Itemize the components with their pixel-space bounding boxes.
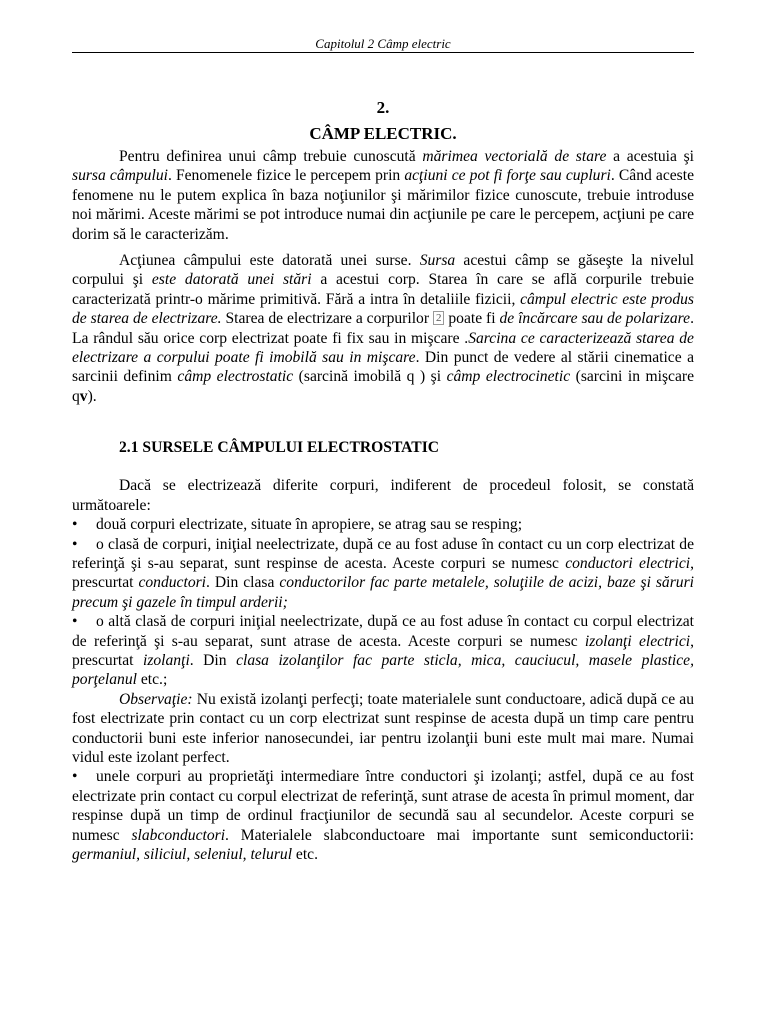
bullet-icon: • bbox=[72, 535, 78, 553]
chapter-number: 2. bbox=[376, 98, 390, 117]
paragraph-intro: Pentru definirea unui câmp trebuie cunoscută mărimea vectorială de stare a acestuia şi sursa câmpului. Fenomenele fizice le percepem prin acţiuni ce pot fi forţe sau cupluri. Când aceste fenomene nu le putem explica în baza noţiunilor şi mărimilor fizice cunoscute, trebuie introduse noi mărimi. Aceste mărimi se pot introduce numai din acţiunile pe care le percepem, acţiuni pe care dorim să le caracterizăm. bbox=[72, 148, 695, 243]
list-item: • unele corpuri au proprietăţi intermediare între conductori şi izolanţi; astfel, după ce au fost electrizate prin contact cu corpul electrizat de referinţă, sunt atrase de acesta în primul moment, dar respinse după un timp de ordinul fracţiunilor de secundă sau al secundelor. Aceste corpuri se numesc slabconductori. Materialele slabconductoare mai importante sunt semiconductorii: germaniul, siliciul, seleniul, telurul etc. bbox=[72, 768, 694, 863]
running-header: Capitolul 2 Câmp electric bbox=[315, 36, 451, 51]
section-heading: 2.1 SURSELE CÂMPULUI ELECTROSTATIC bbox=[119, 439, 440, 457]
chapter-title: CÂMP ELECTRIC. bbox=[309, 124, 457, 143]
bullet-icon: • bbox=[72, 613, 78, 631]
paragraph-section-intro: Dacă se electrizează diferite corpuri, indiferent de procedeul folosit, se constată următoarele: bbox=[72, 477, 694, 514]
bullet-icon: • bbox=[72, 768, 78, 786]
bullet-icon: • bbox=[72, 516, 78, 534]
list-item: • două corpuri electrizate, situate în apropiere, se atrag sau se resping; bbox=[72, 516, 523, 534]
list-item: • o clasă de corpuri, iniţial neelectrizate, după ce au fost aduse în contact cu un corp electrizat de referinţă şi s-au separat, sunt respinse de acesta. Aceste corpuri se numesc conductori electrici, prescurtat conductori. Din clasa conductorilor fac parte metalele, soluţiile de acizi, baze şi săruri precum şi gazele în timpul arderii; bbox=[72, 535, 694, 611]
reference-link[interactable]: 2 bbox=[433, 311, 445, 325]
paragraph-source: Acţiunea câmpului este datorată unei surse. Sursa acestui câmp se găseşte la nivelul corpului şi este datorată unei stări a acestui corp. Starea în care se află corpurile trebuie caracterizată printr-o mărime primitivă. Fără a intra în detaliile fizicii, câmpul electric este produs de starea de electrizare. Starea de electrizare a corpurilor 2 poate fi de încărcare sau de polarizare. La rândul său orice corp electrizat poate fi fix sau in mişcare .Sarcina ce caracterizează starea de electrizare a corpului poate fi imobilă sau in mişcare. Din punct de vedere al stării cinematice a sarcinii definim câmp electrostatic (sarcină imobilă q ) şi câmp electrocinetic (sarcini in mişcare qv). bbox=[72, 252, 694, 405]
page-content bbox=[72, 97, 694, 864]
observation-paragraph: Observaţie: Nu există izolanţi perfecţi; toate materialele sunt conductoare, adică după ce au fost electrizate prin contact cu un corp electrizat sunt respinse de acesta după un timp care pentru conductorii buni este inferior nanosecundei, iar pentru izolanţii buni este mult mai mare. Numai vidul este izolant perfect. bbox=[72, 690, 694, 766]
header-rule bbox=[72, 52, 694, 53]
list-item: • o altă clasă de corpuri iniţial neelectrizate, după ce au fost aduse în contact cu corpul electrizat de referinţă şi s-au separat, sunt atrase de acesta. Aceste corpuri se numesc izolanţi electrici, prescurtat izolanţi. Din clasa izolanţilor fac parte sticla, mica, cauciucul, masele plastice, porţelanul etc.; bbox=[72, 613, 695, 689]
